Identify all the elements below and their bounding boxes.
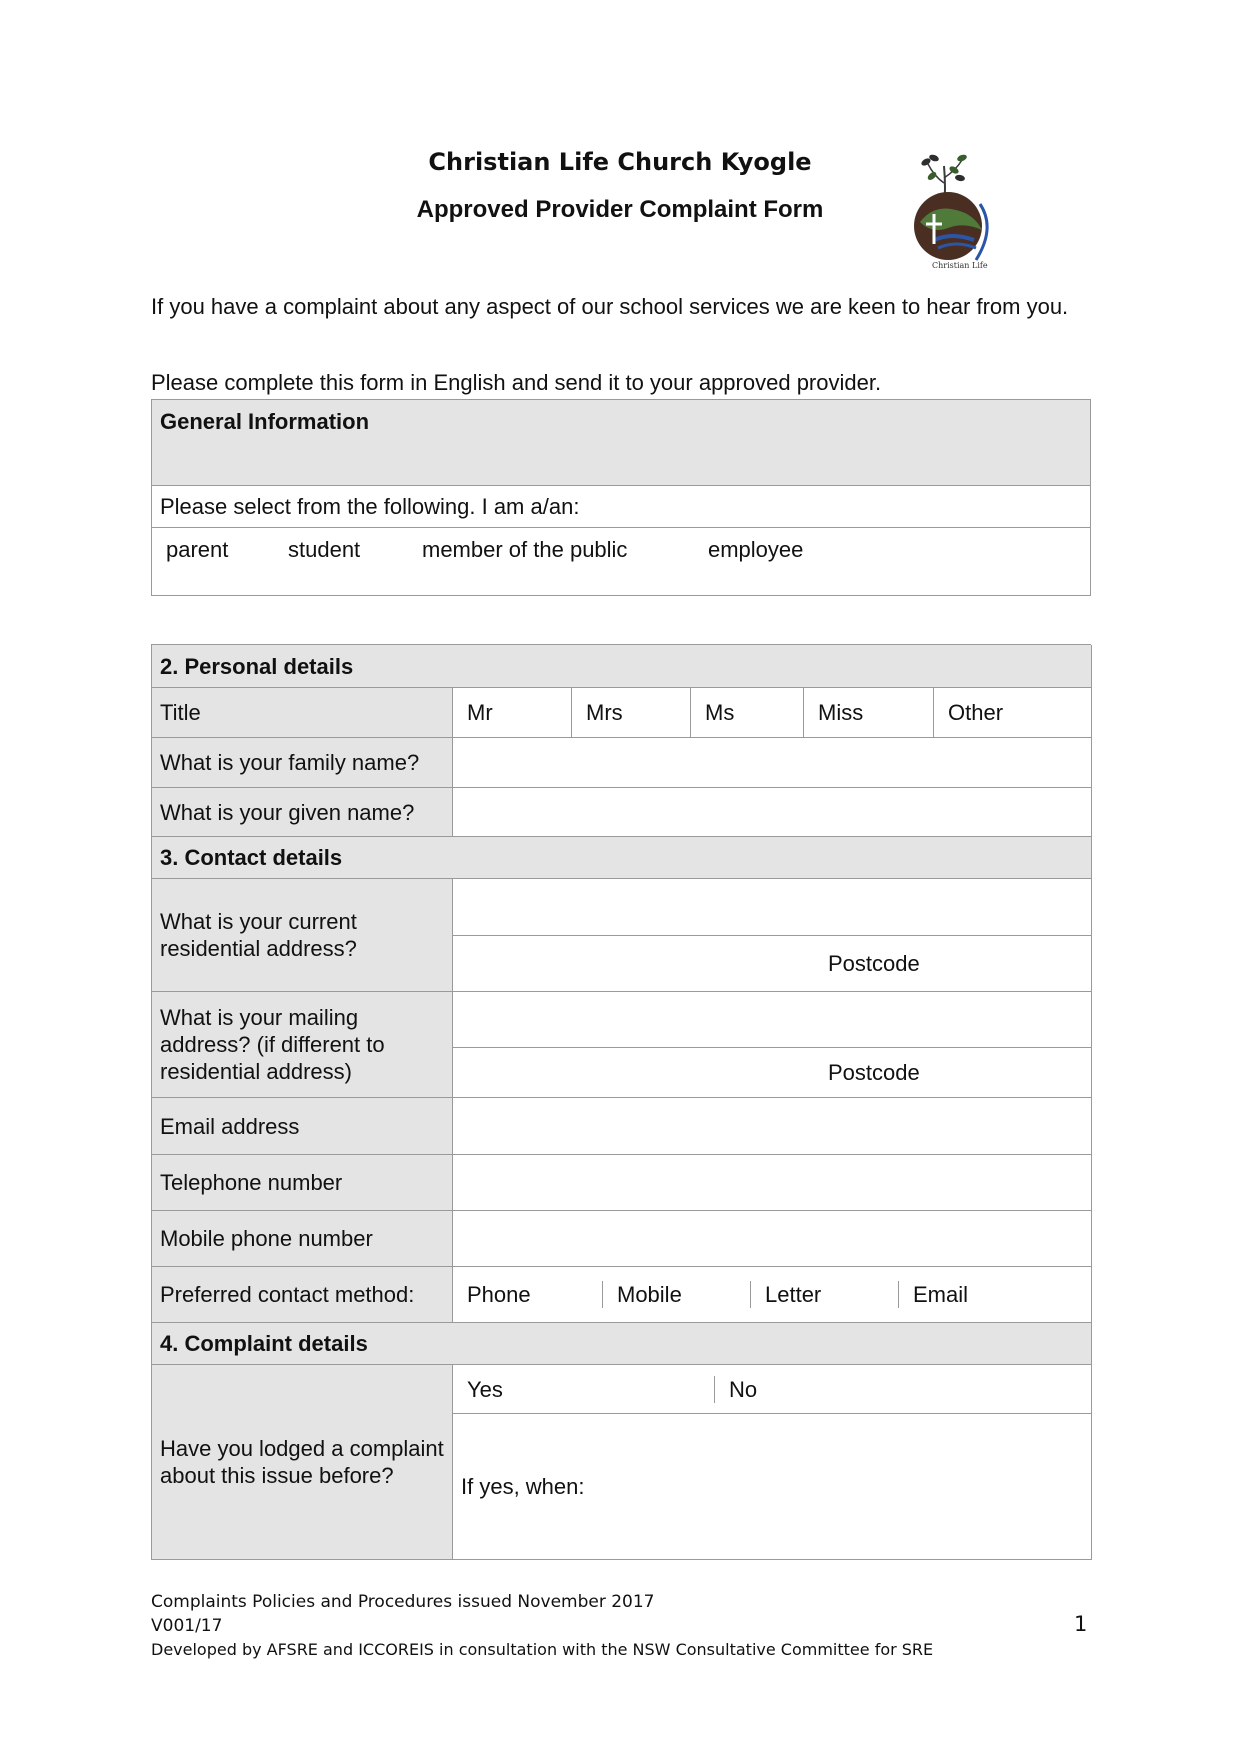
title-option-miss[interactable]: Miss — [804, 688, 934, 738]
svg-text:Christian Life: Christian Life — [932, 261, 988, 270]
footer-version: V001/17 — [151, 1616, 223, 1636]
role-option-employee[interactable]: employee — [708, 537, 804, 562]
role-option-public[interactable]: member of the public — [422, 537, 628, 562]
lodged-before-options — [453, 1365, 1092, 1414]
church-name: Christian Life Church Kyogle — [428, 148, 812, 176]
role-prompt: Please select from the following. I am a/an: — [152, 486, 1091, 528]
mailing-address-line1-field[interactable] — [453, 992, 1092, 1048]
role-option-parent[interactable]: parent — [166, 537, 229, 562]
page-number: 1 — [1074, 1612, 1088, 1636]
personal-details-heading: 2. Personal details — [152, 645, 1092, 688]
mobile-label: Mobile phone number — [152, 1211, 453, 1267]
contact-option-letter[interactable]: Letter — [751, 1281, 899, 1308]
residential-address-line1-field[interactable] — [453, 879, 1092, 936]
lodged-option-no[interactable]: No — [729, 1376, 758, 1402]
contact-option-mobile[interactable]: Mobile — [603, 1281, 751, 1308]
general-information-table — [151, 399, 1091, 596]
telephone-field[interactable] — [453, 1155, 1092, 1211]
family-name-label: What is your family name? — [152, 738, 453, 788]
telephone-label: Telephone number — [152, 1155, 453, 1211]
email-field[interactable] — [453, 1098, 1092, 1155]
role-options — [152, 528, 1091, 596]
details-table — [151, 644, 1091, 1560]
given-name-label: What is your given name? — [152, 788, 453, 837]
title-option-mr[interactable]: Mr — [453, 688, 572, 738]
mailing-address-line2 — [453, 1048, 1092, 1098]
lodged-option-yes[interactable]: Yes — [453, 1376, 715, 1403]
role-option-student[interactable]: student — [288, 537, 361, 562]
footer-policy: Complaints Policies and Procedures issued November 2017 — [151, 1592, 655, 1612]
title-option-other[interactable]: Other — [934, 688, 1092, 738]
mailing-postcode-field[interactable]: Postcode — [828, 1060, 920, 1085]
title-option-mrs[interactable]: Mrs — [572, 688, 691, 738]
preferred-contact-options — [453, 1267, 1092, 1323]
form-title: Approved Provider Complaint Form — [416, 196, 824, 223]
residential-address-line2 — [453, 936, 1092, 992]
mailing-address-label: What is your mailing address? (if different to residential address) — [152, 992, 453, 1098]
email-label: Email address — [152, 1098, 453, 1155]
family-name-field[interactable] — [453, 738, 1092, 788]
title-option-ms[interactable]: Ms — [691, 688, 804, 738]
residential-address-label: What is your current residential address? — [152, 879, 453, 992]
footer-developed-by: Developed by AFSRE and ICCOREIS in consultation with the NSW Consultative Committee for SRE — [151, 1640, 934, 1659]
given-name-field[interactable] — [453, 788, 1092, 837]
if-yes-when-field[interactable] — [453, 1414, 1092, 1560]
mobile-field[interactable] — [453, 1211, 1092, 1267]
title-label: Title — [152, 688, 453, 738]
preferred-contact-label: Preferred contact method: — [152, 1267, 453, 1323]
contact-option-email[interactable]: Email — [913, 1282, 969, 1307]
contact-option-phone[interactable]: Phone — [453, 1281, 603, 1308]
complaint-details-heading: 4. Complaint details — [152, 1323, 1092, 1365]
tree-logo-icon — [904, 148, 1000, 272]
general-information-heading: General Information — [152, 400, 1091, 486]
if-yes-when-label: If yes, when: — [461, 1474, 585, 1499]
intro-text: If you have a complaint about any aspect of our school services we are keen to hear from you. — [151, 294, 1069, 319]
residential-postcode-field[interactable]: Postcode — [828, 951, 920, 976]
lodged-before-label: Have you lodged a complaint about this issue before? — [152, 1365, 453, 1560]
instruction-text: Please complete this form in English and send it to your approved provider. — [151, 370, 882, 395]
contact-details-heading: 3. Contact details — [152, 837, 1092, 879]
